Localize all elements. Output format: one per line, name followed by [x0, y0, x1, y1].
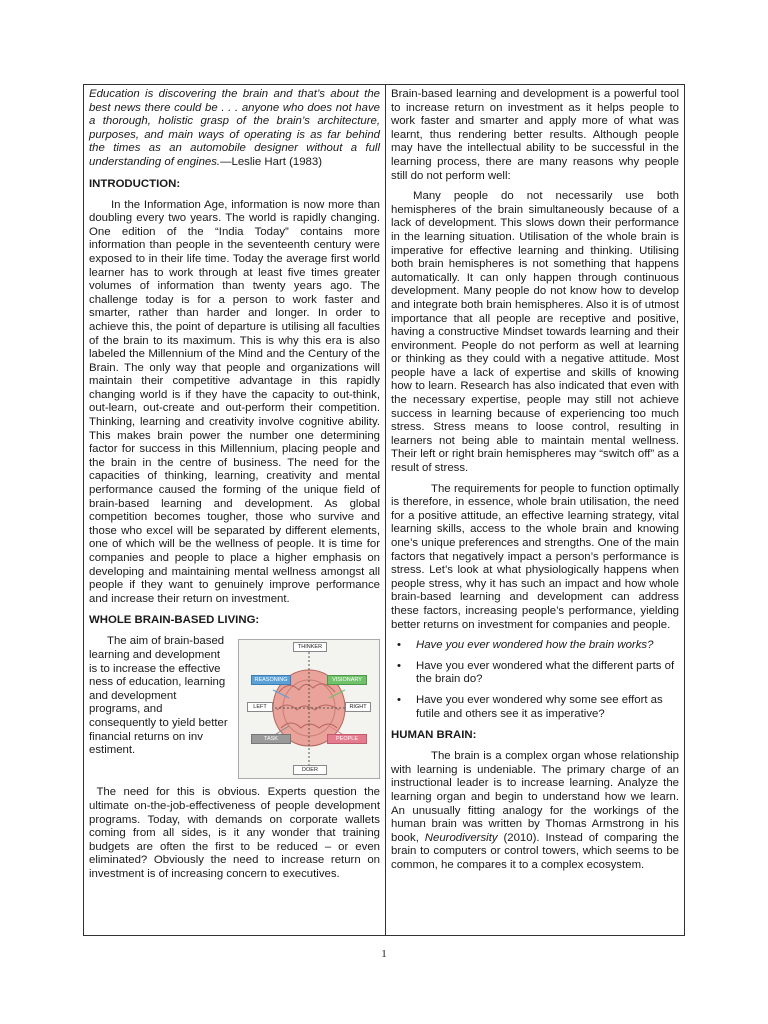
bullet-icon: •	[397, 693, 401, 706]
need-paragraph: The need for this is obvious. Experts question the ultimate on-the-job-effectiveness of people development programs. Today, with demands on corporate wallets coming from all sides, is it any wonder that training budgets are often the first to be reduced – or even eliminated? Obviously the need to increase return on investment is of increasing concern to executives.	[89, 786, 380, 880]
human-brain-paragraph: The brain is a complex organ whose relationship with learning is undeniable. The primary charge of an instructional leader is to increase learning. Analyze the learning organ and begin to understand how we learn. An unusually fitting analogy for the workings of the human brain was written by Thomas Armstrong in his book, Neurodiversity (2010). Instead of comparing the brain to computers or control towers, which seems to be common, he compares it to a complex ecosystem.	[391, 750, 680, 871]
people-label: PEOPLE	[327, 734, 367, 744]
quote-text: Education is discovering the brain and that’s about the best news there could be . . . anyone who does not have a thorough, holistic grasp of the brain’s architecture, purposes, and main ways of operating is as far behind the times as an automobile designer without a full understanding of engines.	[89, 88, 380, 168]
thinker-label: THINKER	[293, 642, 327, 652]
list-item: • Have you ever wondered why some see effort as futile and others see it as imperative?	[397, 693, 663, 720]
right-column	[386, 85, 684, 935]
document-page	[83, 84, 685, 936]
reasoning-label: REASONING	[251, 675, 291, 685]
whole-brain-heading: WHOLE BRAIN-BASED LIVING:	[89, 614, 260, 627]
whole-brain-paragraph: The aim of brain-based learning and development is to increase the effective ness of education, learning and development programs, and consequently to yield better financial returns on inv estiment.	[89, 635, 228, 757]
epigraph-quote	[89, 88, 380, 170]
left-column	[84, 85, 386, 935]
list-item: • Have you ever wondered how the brain works?	[397, 639, 654, 652]
right-paragraph-1: Brain-based learning and development is a powerful tool to increase return on investment as it helps people to work faster and smarter and apply more of what was learnt, thus rendering better results. Although people may have the intellectual ability to be successful in the learning process, there are many reasons why people still do not perform well:	[391, 88, 679, 182]
question-list	[391, 639, 679, 721]
bullet-icon: •	[397, 659, 401, 672]
human-brain-heading: HUMAN BRAIN:	[391, 729, 477, 742]
right-label: RIGHT	[345, 702, 371, 712]
list-item: • Have you ever wondered what the different parts of the brain do?	[397, 659, 675, 686]
bullet-icon: •	[397, 639, 401, 652]
visionary-label: VISIONARY	[327, 675, 367, 685]
whole-brain-section	[89, 635, 380, 779]
task-label: TASK	[251, 734, 291, 744]
quote-author: —Leslie Hart (1983)	[220, 155, 323, 168]
right-paragraph-2: Many people do not necessarily use both hemispheres of the brain simultaneously because of a lack of development. This slows down their performance in the learning situation. Utilisation of the whole brain is imperative for effective learning and thinking. Utilising both brain hemispheres is not something that happens automatically. It can only happen through continuous development. Many people do not know how to develop and integrate both brain hemispheres. Also it is of utmost importance that all people are receptive and positive, having a constructive Mindset towards learning and their environment. People do not perform as well at learning or thinking as they could with a negative attitude. Most people have a lack of expertise and skills of knowing how to learn. Research has also indicated that even with the necessary expertise, people may still not achieve success in learning because of experiencing too much stress. Stress means to loose control, resulting in learners not being able to maintain mental wellness. Their left or right brain hemispheres may “switch off” as a result of stress.	[391, 190, 679, 475]
brain-diagram-image	[238, 639, 380, 779]
page-number: 1	[381, 948, 387, 960]
left-label: LEFT	[247, 702, 273, 712]
book-title: Neurodiversity	[424, 831, 498, 844]
intro-heading: INTRODUCTION:	[89, 177, 181, 190]
doer-label: DOER	[293, 765, 327, 775]
intro-paragraph: In the Information Age, information is now more than doubling every two years. The world is rapidly changing. One edition of the “India Today” contains more information than people in the seventeenth century were exposed to in their life time. Today the average first world learner has to work through at least five times greater volumes of information than twenty years ago. The challenge today is for a person to work faster and smarter, rather than harder and longer. In order to achieve this, the point of departure is utilising all faculties of the brain to its maximum. This is why this era is also labeled the Millennium of the Mind and the Century of the Brain. The only way that people and organizations will maintain their competitive advantage in this rapidly changing world is if they have the capacity to out-think, out-learn, out-create and out-perform their competition. Thinking, learning and creativity involve cognitive ability. This makes brain power the number one determining factor for success in this Millennium, placing people and the brain in the centre of business. The need for the capacities of thinking, learning, creativity and mental performance caused the forming of the unique field of brain-based learning and development. As global competition becomes tougher, those who survive and those who excel will be separated by different elements, one of which will be the wellness of people. It is time for companies and people to place a higher emphasis on developing and maintaining mental wellness amongst all people if they want to genuinely improve performance and increase their return on investment.	[89, 198, 380, 605]
right-paragraph-3: The requirements for people to function optimally is therefore, in essence, whole brain utilisation, the need for a positive attitude, an effective learning strategy, vital learning skills, access to the whole brain and knowing one’s unique preferences and strengths. One of the main factors that negatively impact a person’s performance is stress. Let’s look at what physiologically happens when people stress, why it has such an impact and how whole brain-based learning and development can address these factors, increasing people’s performance, yielding better returns on investment for companies and people.	[391, 482, 679, 631]
